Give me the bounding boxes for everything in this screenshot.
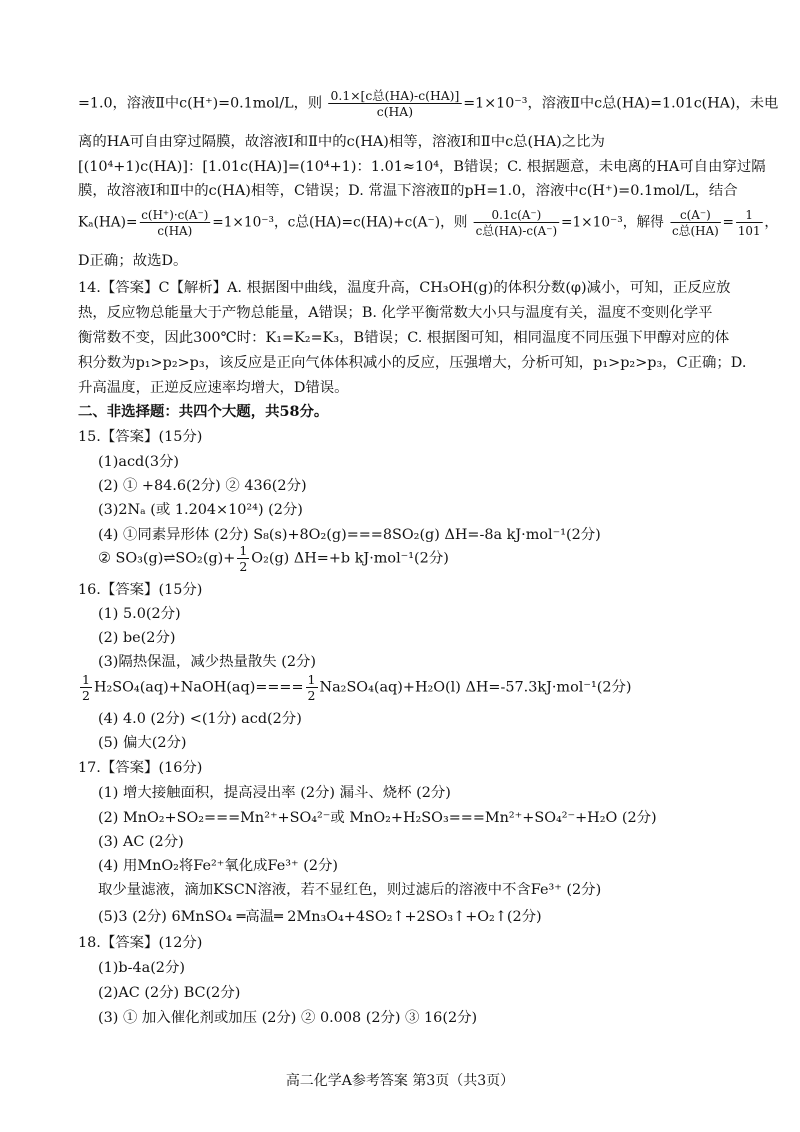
fraction-numerator: 1 (82, 672, 90, 687)
text-run: 17.【答案】(16分) (78, 760, 203, 776)
text-line (98, 652, 316, 672)
fraction (139, 207, 210, 238)
fraction (736, 207, 762, 238)
text-line (98, 604, 181, 624)
fraction-numerator: 0.1×[c总(HA)-c(HA)] (330, 88, 460, 103)
text-run: (2) ① +84.6(2分) ② 436(2分) (98, 478, 307, 494)
fraction-denominator: 2 (82, 688, 90, 703)
fraction (80, 672, 92, 703)
text-line (98, 709, 302, 729)
text-line (78, 157, 766, 177)
fraction-numerator: 0.1c(A⁻) (474, 207, 559, 223)
text-run: (4) 4.0 (2分) <(1分) acd(2分) (98, 711, 302, 727)
text-line (98, 628, 175, 648)
text-run: Kₐ(HA)= (78, 214, 138, 231)
text-run: =1×10⁻³，c总(HA)=c(HA)+c(A⁻)，则 (212, 214, 472, 231)
text-run: ② SO₃(g)⇌SO₂(g)+ (98, 550, 236, 567)
text-run: =1×10⁻³，解得 (560, 214, 669, 231)
text-run: H₂SO₄(aq)+NaOH(aq)==== (93, 679, 304, 696)
text-line (98, 856, 338, 876)
text-line (98, 983, 240, 1003)
text-run: 离的HA可自由穿过隔膜，故溶液Ⅰ和Ⅱ中的c(HA)相等，溶液Ⅰ和Ⅱ中c总(HA)之比为 (78, 134, 605, 150)
text-run: 热，反应物总能量大于产物总能量，A错误；B. 化学平衡常数大小只与温度有关，温度不变则化学平 (78, 305, 713, 321)
text-run: (2) MnO₂+SO₂===Mn²⁺+SO₄²⁻或 MnO₂+H₂SO₃===Mn²⁺+SO₄²⁻+H₂O (2分) (98, 810, 657, 826)
text-line (98, 783, 451, 803)
text-run: =1.0，溶液Ⅱ中c(H⁺)=0.1mol/L，则 (78, 95, 327, 112)
text-line (78, 278, 731, 298)
text-run: 14.【答案】C【解析】A. 根据图中曲线，温度升高，CH₃OH(g)的体积分数(φ)减小，可知，正反应放 (78, 280, 731, 296)
text-run: (5)3 (2分) 6MnSO₄ ═高温═ 2Mn₃O₄+4SO₂↑+2SO₃↑+O₂↑(2分) (98, 909, 542, 925)
text-line (98, 452, 179, 472)
text-line (98, 907, 542, 927)
fraction (329, 88, 462, 119)
text-line (78, 328, 729, 348)
fraction-denominator: c总(HA) (671, 223, 719, 238)
text-run: [(10⁴+1)c(HA)]：[1.01c(HA)]=(10⁴+1)：1.01≈10⁴，B错误；C. 根据题意，未电离的HA可自由穿过隔 (78, 159, 766, 175)
text-line (78, 88, 778, 119)
fraction (237, 543, 249, 574)
text-line (78, 353, 746, 373)
text-line (78, 207, 778, 238)
fraction-denominator: c(HA) (157, 223, 193, 238)
text-run: (2)AC (2分) BC(2分) (98, 985, 241, 1001)
text-run: = (722, 214, 735, 231)
text-line (98, 958, 185, 978)
text-run: 取少量滤液，滴加KSCN溶液，若不显红色，则过滤后的溶液中不含Fe³⁺ (2分) (98, 882, 602, 898)
text-run: 18.【答案】(12分) (78, 935, 203, 951)
text-line (78, 378, 349, 398)
text-run: (1) 增大接触面积，提高浸出率 (2分) 漏斗、烧杯 (2分) (98, 785, 451, 801)
text-line (78, 181, 738, 201)
fraction-numerator: 1 (239, 543, 248, 558)
fraction-denominator: 2 (239, 559, 248, 574)
text-line (98, 525, 601, 545)
text-run: Na₂SO₄(aq)+H₂O(l) ΔH=-57.3kJ·mol⁻¹(2分) (319, 679, 632, 696)
text-line (98, 832, 184, 852)
text-line (98, 1008, 477, 1028)
text-run: =1×10⁻³，溶液Ⅱ中c总(HA)=1.01c(HA)，未电 (463, 95, 779, 112)
fraction (306, 672, 318, 703)
fraction-denominator: c总(HA)-c(A⁻) (475, 223, 558, 238)
text-line (78, 132, 605, 152)
text-line (78, 251, 187, 271)
text-run: (3) ① 加入催化剂或加压 (2分) ② 0.008 (2分) ③ 16(2分) (98, 1010, 478, 1026)
text-run: 升高温度，正逆反应速率均增大，D错误。 (78, 380, 349, 396)
text-run: O₂(g) ΔH=+b kJ·mol⁻¹(2分) (251, 550, 449, 567)
fraction (474, 207, 559, 238)
text-line (98, 808, 657, 828)
text-run: 15.【答案】(15分) (78, 429, 203, 445)
text-run: (1) 5.0(2分) (98, 606, 181, 622)
fraction (670, 207, 721, 238)
text-line (78, 303, 713, 323)
text-line (78, 580, 202, 600)
text-run: (1)acd(3分) (98, 454, 180, 470)
text-run: D正确；故选D。 (78, 253, 188, 269)
text-line (98, 543, 449, 574)
text-run: 积分数为p₁>p₂>p₃，该反应是正向气体体积减小的反应，压强增大，分析可知，p₁>p₂>p₃，C正确；D. (78, 355, 747, 371)
text-run: (3)2Nₐ (或 1.204×10²⁴) (2分) (98, 502, 303, 518)
text-run: ， (764, 214, 779, 231)
text-run: (1)b-4a(2分) (98, 960, 185, 976)
text-run: (3)隔热保温，减少热量散失 (2分) (98, 654, 317, 670)
fraction-numerator: c(A⁻) (670, 207, 721, 223)
text-line (78, 933, 202, 953)
text-line (78, 672, 632, 703)
text-run: 衡常数不变，因此300℃时：K₁=K₂=K₃，B错误；C. 根据图可知，相同温度不同压强下甲醇对应的体 (78, 330, 730, 346)
text-run: 二、非选择题：共四个大题，共58分。 (78, 403, 329, 420)
text-line (78, 427, 202, 447)
fraction-denominator: 101 (737, 223, 761, 238)
page-footer: 高二化学A参考答案 第3页（共3页） (285, 1073, 515, 1089)
fraction-numerator: 1 (736, 207, 762, 223)
text-line (98, 500, 303, 520)
fraction-denominator: 2 (307, 688, 316, 703)
text-line (98, 476, 307, 496)
text-run: 膜，故溶液Ⅰ和Ⅱ中的c(HA)相等，C错误；D. 常温下溶液Ⅱ的pH=1.0，溶液中c(H⁺)=0.1mol/L，结合 (78, 183, 738, 199)
text-line (98, 880, 601, 900)
text-run: (3) AC (2分) (98, 834, 184, 850)
fraction-denominator: c(HA) (376, 104, 414, 119)
text-run: 16.【答案】(15分) (78, 582, 203, 598)
text-run: (2) be(2分) (98, 630, 176, 646)
text-line (78, 758, 202, 778)
text-run: (4) 用MnO₂将Fe²⁺氧化成Fe³⁺ (2分) (98, 858, 338, 874)
fraction-numerator: c(H⁺)·c(A⁻) (141, 207, 209, 222)
text-run: (5) 偏大(2分) (98, 735, 187, 751)
text-line (98, 733, 187, 753)
fraction-numerator: 1 (307, 672, 316, 687)
text-run: (4) ①同素异形体 (2分) S₈(s)+8O₂(g)===8SO₂(g) ΔH=-8a kJ·mol⁻¹(2分) (98, 527, 601, 543)
text-line (78, 402, 328, 422)
